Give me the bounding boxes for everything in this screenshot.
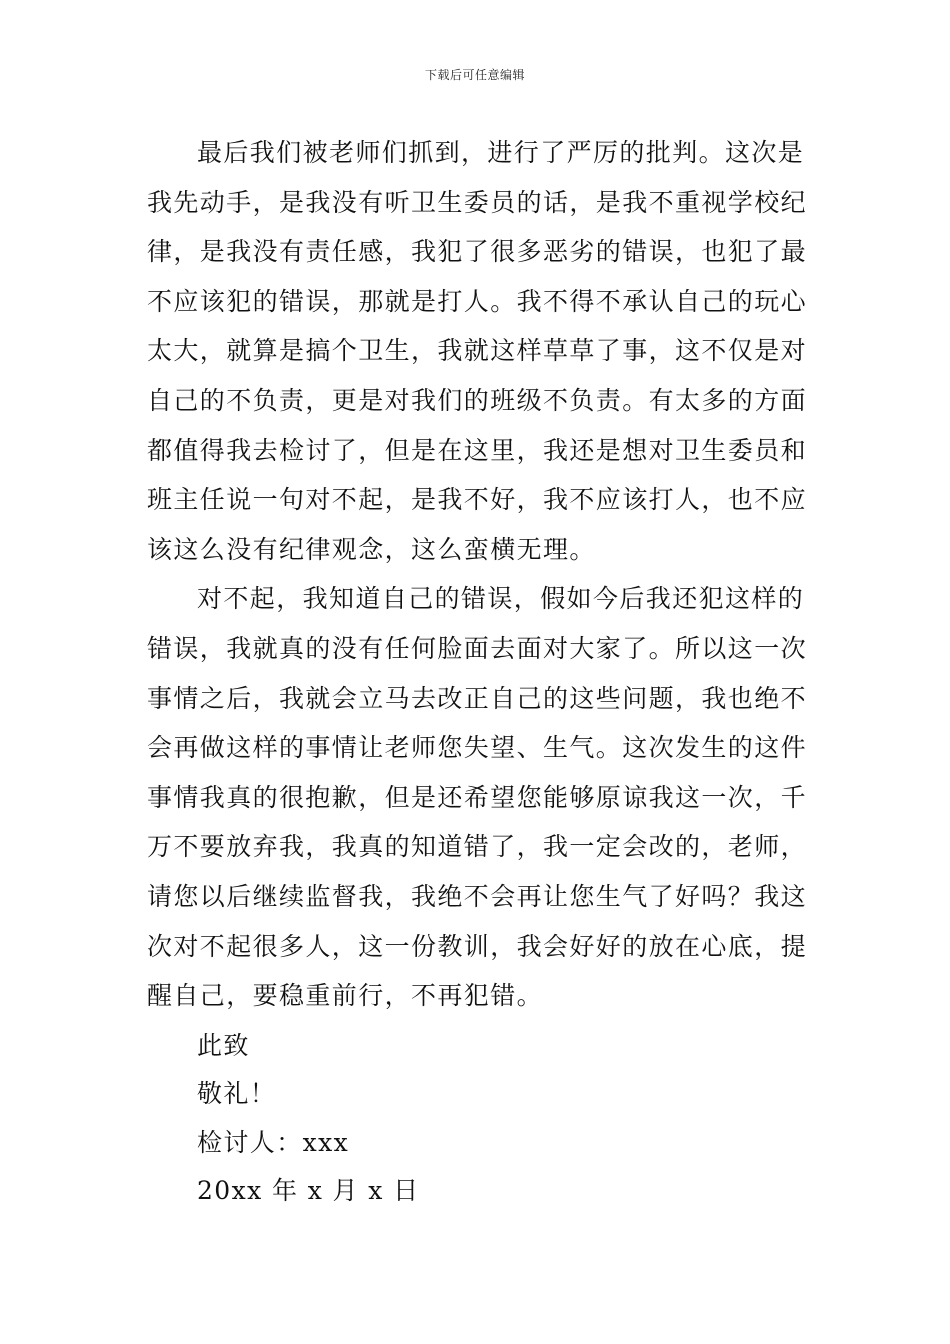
paragraph-line: 次对不起很多人，这一份教训，我会好好的放在心底，提: [147, 931, 808, 961]
paragraph-line: 醒自己，要稳重前行，不再犯错。: [147, 981, 544, 1011]
paragraph-line: 最后我们被老师们抓到，进行了严厉的批判。这次是: [197, 138, 805, 167]
respect-line: 敬礼！: [197, 1079, 277, 1109]
paragraph-2: [147, 574, 809, 1020]
paragraph-line: 不应该犯的错误，那就是打人。我不得不承认自己的玩心: [147, 286, 808, 316]
paragraph-line: 事情我真的很抱歉，但是还希望您能够原谅我这一次，千: [147, 782, 808, 812]
paragraph-line: 该这么没有纪律观念，这么蛮横无理。: [147, 534, 596, 564]
paragraph-line: 律，是我没有责任感，我犯了很多恶劣的错误，也犯了最: [147, 237, 808, 267]
closing-block: [147, 1021, 809, 1215]
date-line: 20xx 年 x 月 x 日: [197, 1176, 420, 1206]
paragraph-line: 自己的不负责，更是对我们的班级不负责。有太多的方面: [147, 385, 808, 415]
signer-line: 检讨人：xxx: [197, 1127, 350, 1157]
paragraph-line: 请您以后继续监督我，我绝不会再让您生气了好吗？我这: [147, 881, 808, 911]
paragraph-line: 我先动手，是我没有听卫生委员的话，是我不重视学校纪: [147, 187, 808, 217]
paragraph-line: 太大，就算是搞个卫生，我就这样草草了事，这不仅是对: [147, 336, 808, 366]
paragraph-1: [147, 128, 809, 574]
paragraph-line: 错误，我就真的没有任何脸面去面对大家了。所以这一次: [147, 633, 808, 663]
paragraph-line: 会再做这样的事情让老师您失望、生气。这次发生的这件: [147, 733, 808, 763]
header-note: 下载后可任意编辑: [424, 68, 525, 82]
paragraph-line: 万不要放弃我，我真的知道错了，我一定会改的，老师，: [147, 832, 808, 862]
paragraph-line: 事情之后，我就会立马去改正自己的这些问题，我也绝不: [147, 683, 808, 713]
paragraph-line: 班主任说一句对不起，是我不好，我不应该打人，也不应: [147, 485, 808, 515]
paragraph-line: 都值得我去检讨了，但是在这里，我还是想对卫生委员和: [147, 435, 808, 465]
salutation: 此致: [197, 1030, 250, 1060]
paragraph-line: 对不起，我知道自己的错误，假如今后我还犯这样的: [197, 584, 805, 614]
letter-body: [147, 128, 809, 1215]
